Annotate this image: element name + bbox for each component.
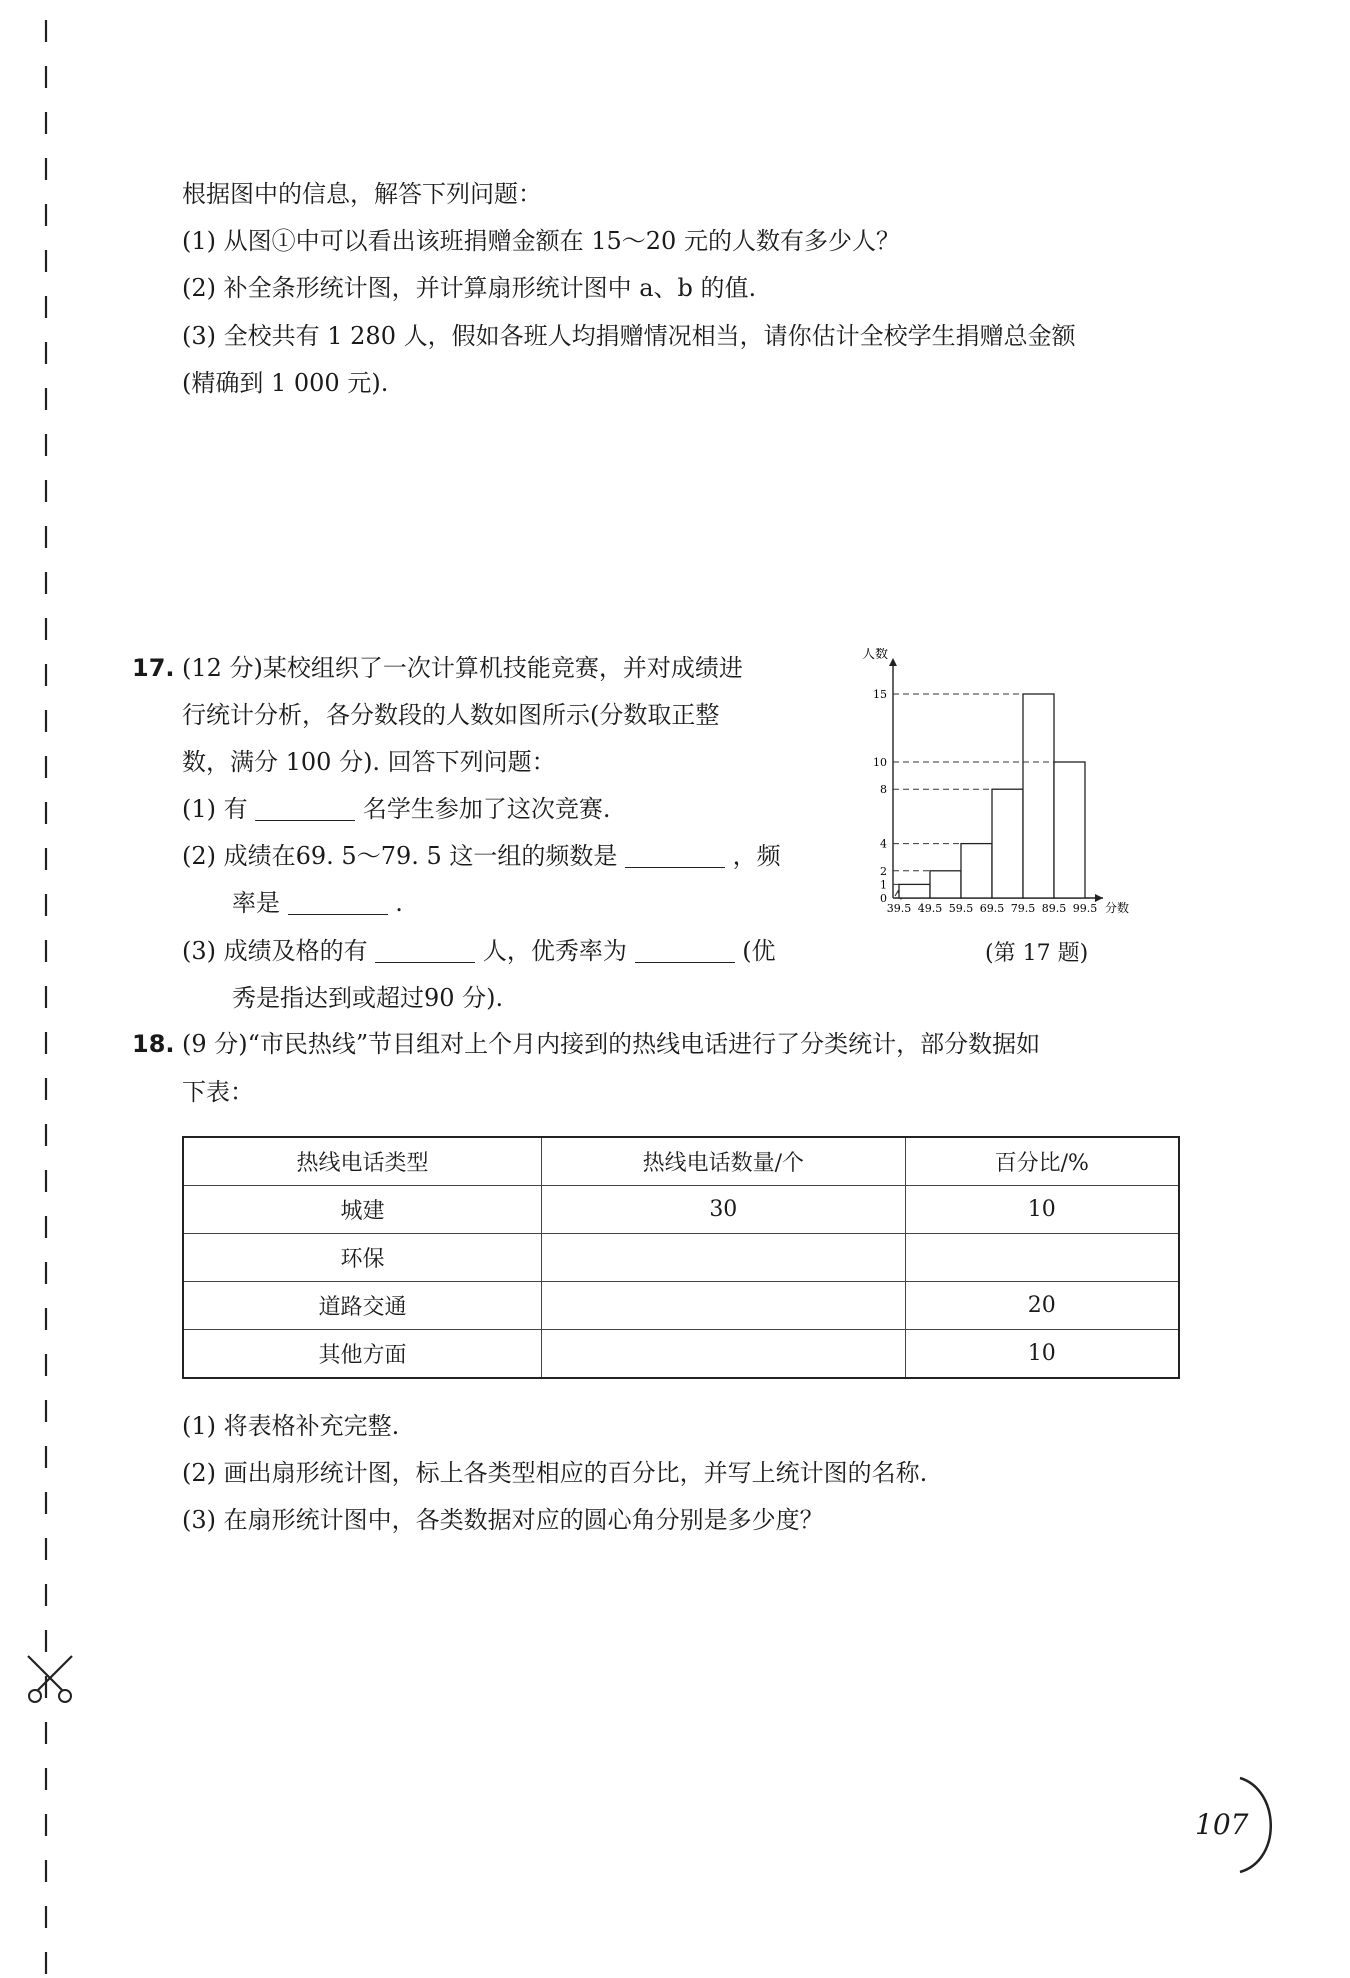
x-tick-label: 89.5 <box>1041 902 1067 915</box>
bar <box>1054 762 1085 898</box>
q17-part-1 <box>182 793 611 825</box>
text: (1) 有 <box>182 795 248 823</box>
table-cell[interactable] <box>542 1282 906 1330</box>
answer-blank[interactable] <box>625 843 725 868</box>
q17-stem-line-2: 行统计分析，各分数段的人数如图所示(分数取正整 <box>182 701 720 729</box>
hotline-table <box>182 1136 1180 1379</box>
q18-stem-line-2: 下表： <box>182 1078 254 1106</box>
column-header: 热线电话类型 <box>183 1137 542 1186</box>
y-tick-label: 1 <box>880 878 887 892</box>
q17-part-3 <box>182 935 776 967</box>
y-tick-label: 10 <box>873 756 887 769</box>
q18-part-1: (1) 将表格补充完整. <box>182 1412 400 1440</box>
table-row <box>183 1330 1179 1379</box>
bar <box>992 789 1023 898</box>
x-tick-label: 99.5 <box>1072 902 1098 915</box>
answer-blank[interactable] <box>288 890 388 915</box>
q16-part-3-cont: (精确到 1 000 元). <box>182 369 389 397</box>
q18-number <box>132 1028 175 1060</box>
y-axis-label: 人数 <box>861 648 889 662</box>
table-header-row <box>183 1137 1179 1186</box>
table-cell: 30 <box>542 1186 906 1234</box>
x-axis-arrow <box>1095 894 1103 902</box>
x-tick-label: 79.5 <box>1010 902 1036 915</box>
x-tick-label: 59.5 <box>948 902 974 915</box>
bar <box>961 844 992 898</box>
text: ，频 <box>732 842 781 870</box>
text: (2) 成绩在69. 5～79. 5 这一组的频数是 <box>182 842 618 870</box>
y-axis-arrow <box>889 658 897 666</box>
y-tick-label: 2 <box>880 864 887 878</box>
table-cell: 城建 <box>183 1186 542 1234</box>
table-cell[interactable] <box>905 1234 1179 1282</box>
q18-part-2: (2) 画出扇形统计图，标上各类型相应的百分比，并写上统计图的名称. <box>182 1459 928 1487</box>
table-row <box>183 1282 1179 1330</box>
table-cell: 道路交通 <box>183 1282 542 1330</box>
q16-part-3: (3) 全校共有 1 280 人，假如各班人均捐赠情况相当，请你估计全校学生捐赠总金额 <box>182 322 1076 350</box>
column-header: 热线电话数量/个 <box>542 1137 906 1186</box>
q17-part-2-cont <box>232 887 403 919</box>
question-number: 18. <box>132 1030 175 1058</box>
q17-part-2 <box>182 840 781 872</box>
answer-blank[interactable] <box>375 938 475 963</box>
table-cell: 10 <box>905 1330 1179 1379</box>
text: (优 <box>742 937 776 965</box>
y-tick-label: 0 <box>880 892 887 905</box>
text: . <box>395 889 403 917</box>
text: (3) 成绩及格的有 <box>182 937 368 965</box>
table-row <box>183 1234 1179 1282</box>
table-cell: 10 <box>905 1186 1179 1234</box>
table-cell[interactable] <box>542 1234 906 1282</box>
x-tick-label: 39.5 <box>886 902 912 915</box>
column-header: 百分比/% <box>905 1137 1179 1186</box>
table-cell: 环保 <box>183 1234 542 1282</box>
x-tick-label: 49.5 <box>917 902 943 915</box>
y-tick-label: 15 <box>873 688 887 701</box>
y-tick-label: 8 <box>880 783 887 797</box>
q16-intro: 根据图中的信息，解答下列问题： <box>182 180 542 208</box>
q17-part-3-cont: 秀是指达到或超过90 分). <box>232 984 504 1012</box>
q17-stem-line-3: 数，满分 100 分). 回答下列问题： <box>182 748 556 776</box>
table-cell: 20 <box>905 1282 1179 1330</box>
answer-blank[interactable] <box>635 938 735 963</box>
page-number: 107 <box>1195 1808 1249 1841</box>
q17-stem-line-1: (12 分)某校组织了一次计算机技能竞赛，并对成绩进 <box>182 654 743 682</box>
q18-part-3: (3) 在扇形统计图中，各类数据对应的圆心角分别是多少度？ <box>182 1506 824 1534</box>
q18-stem-line-1: (9 分)“市民热线”节目组对上个月内接到的热线电话进行了分类统计，部分数据如 <box>182 1030 1041 1058</box>
table-cell[interactable] <box>542 1330 906 1379</box>
figure-caption: (第 17 题) <box>985 941 1089 966</box>
x-tick-label: 69.5 <box>979 902 1005 915</box>
q16-part-2: (2) 补全条形统计图，并计算扇形统计图中 a、b 的值. <box>182 274 757 302</box>
answer-blank[interactable] <box>255 796 355 821</box>
table-cell: 其他方面 <box>183 1330 542 1379</box>
q16-part-1: (1) 从图①中可以看出该班捐赠金额在 15～20 元的人数有多少人？ <box>182 227 900 255</box>
text: 名学生参加了这次竞赛. <box>362 795 611 823</box>
bar <box>899 884 930 898</box>
q17-number <box>132 652 175 684</box>
y-tick-label: 4 <box>880 837 887 851</box>
scissors-icon <box>22 1650 78 1706</box>
question-number: 17. <box>132 654 175 682</box>
text: 率是 <box>232 889 280 917</box>
bar <box>930 871 961 898</box>
table-row <box>183 1186 1179 1234</box>
histogram-chart <box>845 648 1185 948</box>
text: 人，优秀率为 <box>482 937 627 965</box>
x-axis-label: 分数 <box>1105 901 1130 915</box>
bar <box>1023 694 1054 898</box>
